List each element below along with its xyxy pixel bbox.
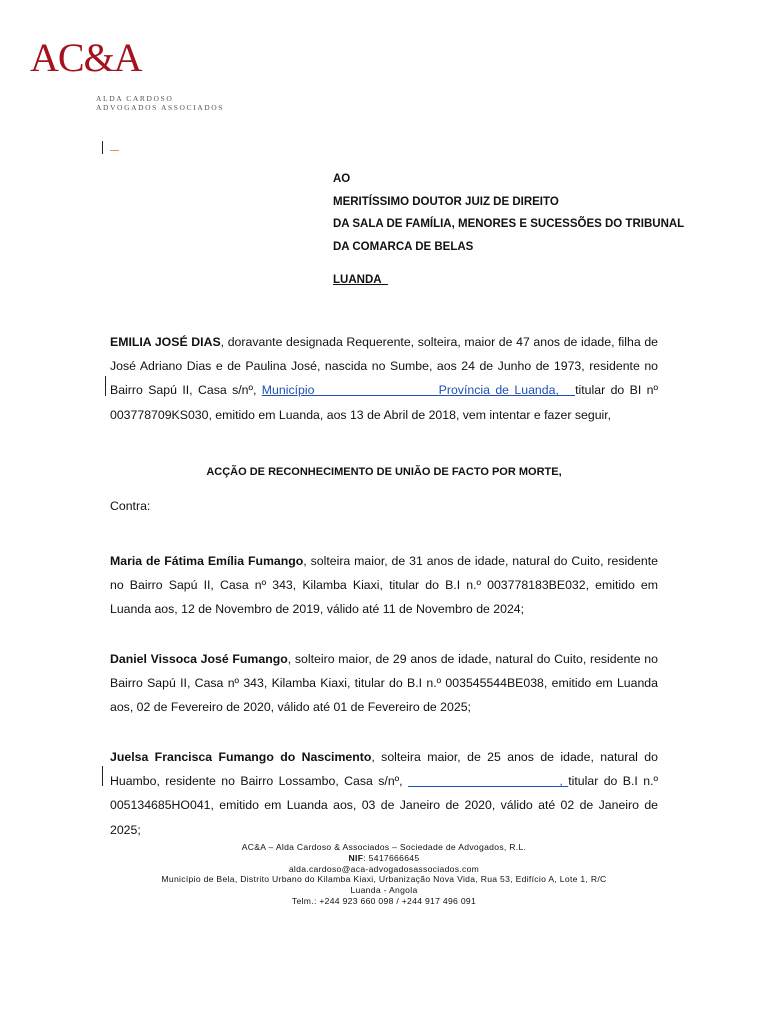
addressee-block bbox=[333, 168, 684, 292]
addressee-line: MERITÍSSIMO DOUTOR JUIZ DE DIREITO bbox=[333, 195, 559, 208]
text-cursor-mark bbox=[105, 376, 106, 396]
logo-subtitle-line2: ADVOGADOS ASSOCIADOS bbox=[96, 103, 225, 112]
defendant-paragraph: Maria de Fátima Emília Fumango, solteira maior, de 31 anos de idade, natural do Cuito, residente no Bairro Sapú II, Casa nº 343, Kilamba Kiaxi, titular do B.I n.º 003778183BE032, emitido em Luanda aos, 12 de Novembro de 2019, válido até 11 de Novembro de 2024; bbox=[110, 554, 658, 617]
logo-subtitle-line1: ALDA CARDOSO bbox=[96, 94, 174, 103]
addressee-line: DA COMARCA DE BELAS bbox=[333, 240, 474, 253]
footer-firm: AC&A – Alda Cardoso & Associados – Sociedade de Advogados, R.L. bbox=[241, 842, 527, 852]
footer-address: Município de Bela, Distrito Urbano do Kilamba Kiaxi, Urbanização Nova Vida, Rua 53, Edifício A, Lote 1, R/C bbox=[161, 874, 607, 885]
text-cursor-mark bbox=[102, 766, 103, 786]
dash-mark bbox=[110, 150, 119, 151]
section-title: ACÇÃO DE RECONHECIMENTO DE UNIÃO DE FACTO POR MORTE, bbox=[206, 466, 562, 478]
addressee-city: LUANDA bbox=[333, 274, 382, 286]
footer-city: Luanda - Angola bbox=[350, 885, 418, 896]
defendant-name: Juelsa Francisca Fumango do Nascimento bbox=[110, 750, 372, 764]
logo-mark: AC&A bbox=[30, 35, 142, 80]
contra-label: Contra: bbox=[110, 499, 151, 513]
addressee-line: AO bbox=[333, 173, 351, 185]
addressee-line: DA SALA DE FAMÍLIA, MENORES E SUCESSÕES DO TRIBUNAL bbox=[333, 218, 685, 230]
intro-paragraph: EMILIA JOSÉ DIAS, doravante designada Requerente, solteira, maior de 47 anos de idade, filha de José Adriano Dias e de Paulina José, nascida no Sumbe, aos 24 de Junho de 1973, residente no Bairro Sapú II, Casa s/nº, Município Província de Luanda, titular do BI nº 003778709KS030, emitido em Luanda, aos 13 de Abril de 2018, vem intentar e fazer seguir, bbox=[110, 335, 659, 422]
defendant-paragraph: Daniel Vissoca José Fumango, solteiro maior, de 29 anos de idade, natural do Cuito, residente no Bairro Sapú II, Casa nº 343, Kilamba Kiaxi, titular do B.I n.º 003545544BE038, emitido em Luanda aos, 02 de Fevereiro de 2020, válido até 01 de Fevereiro de 2025; bbox=[110, 652, 658, 715]
blank-field-link[interactable]: , bbox=[559, 774, 563, 789]
municipio-link[interactable]: Município bbox=[261, 383, 315, 398]
footer-email: alda.cardoso@aca-advogadosassociados.com bbox=[288, 863, 480, 874]
defendant-name: Maria de Fátima Emília Fumango bbox=[110, 554, 304, 568]
requerente-name: EMILIA JOSÉ DIAS bbox=[110, 335, 221, 349]
defendant-paragraph: Juelsa Francisca Fumango do Nascimento, solteira maior, de 25 anos de idade, natural do Huambo, residente no Bairro Lossambo, Casa s/nº, , titular do B.I n.º 005134685HO041, emitido em Luanda aos, 03 de Janeiro de 2020, válido até 02 de Janeiro de 2025; bbox=[110, 750, 658, 837]
provincia-link[interactable]: Província de Luanda, bbox=[438, 383, 559, 398]
text-cursor-mark bbox=[102, 141, 103, 154]
footer-nif: NIF: 5417666645 bbox=[348, 852, 420, 863]
page-footer bbox=[84, 842, 684, 907]
footer-phone: Telm.: +244 923 660 098 / +244 917 496 091 bbox=[291, 895, 477, 906]
defendant-name: Daniel Vissoca José Fumango bbox=[110, 652, 288, 666]
firm-logo bbox=[30, 35, 142, 80]
